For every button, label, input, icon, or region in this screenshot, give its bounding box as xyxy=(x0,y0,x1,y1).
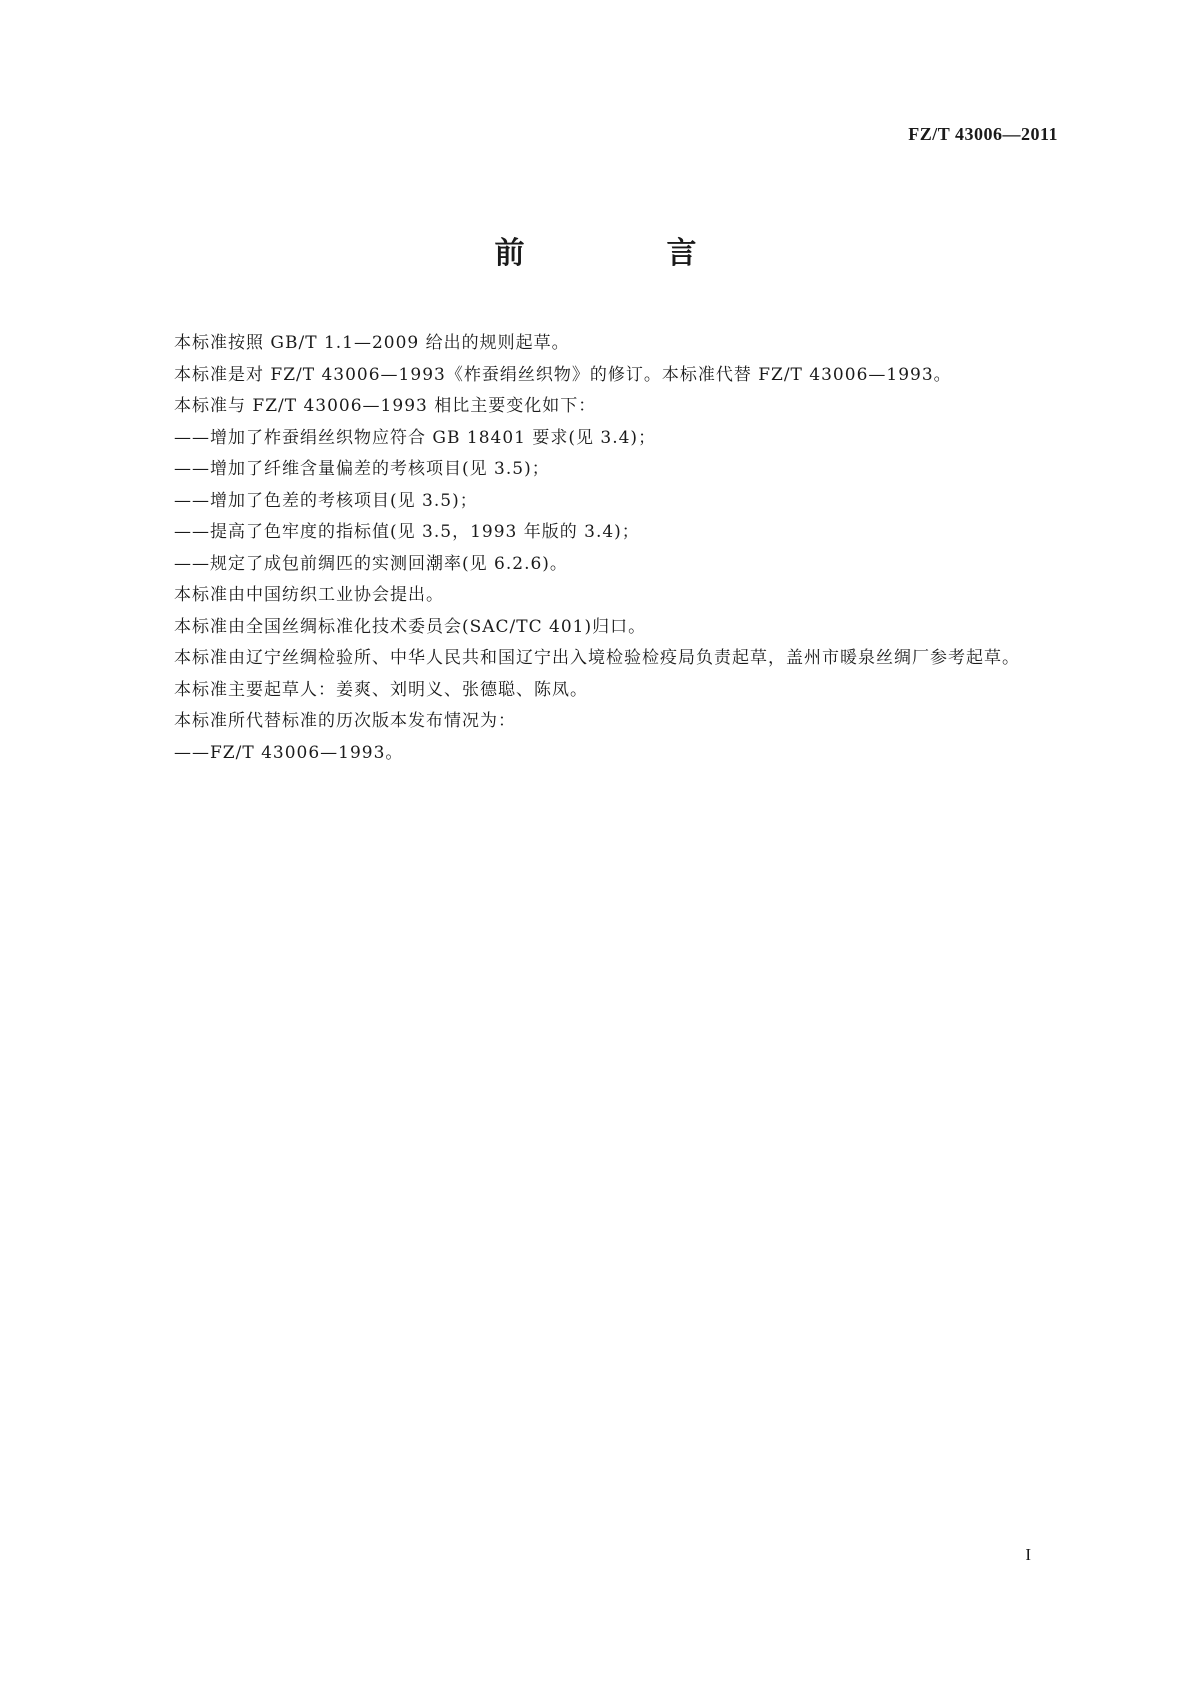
paragraph: 本标准所代替标准的历次版本发布情况为： xyxy=(174,711,516,731)
list-item: ——增加了纤维含量偏差的考核项目(见 3.5)； xyxy=(174,459,550,479)
foreword-body xyxy=(133,328,1058,769)
paragraph: 本标准是对 FZ/T 43006—1993《柞蚕绢丝织物》的修订。本标准代替 FZ/T 43006—1993。 xyxy=(174,364,952,385)
list-item: ——FZ/T 43006—1993。 xyxy=(174,742,404,763)
paragraph: 本标准由中国纺织工业协会提出。 xyxy=(174,585,444,605)
list-item: ——提高了色牢度的指标值(见 3.5，1993 年版的 3.4)； xyxy=(174,522,640,542)
list-item: ——规定了成包前绸匹的实测回潮率(见 6.2.6)。 xyxy=(174,553,568,574)
page-number: I xyxy=(1025,1545,1031,1564)
paragraph: 本标准与 FZ/T 43006—1993 相比主要变化如下： xyxy=(174,396,597,416)
paragraph: 本标准由全国丝绸标准化技术委员会(SAC/TC 401)归口。 xyxy=(174,616,647,637)
paragraph: 本标准由辽宁丝绸检验所、中华人民共和国辽宁出入境检验检疫局负责起草，盖州市暖泉丝绸厂参考起草。 xyxy=(174,648,1020,668)
paragraph: 本标准按照 GB/T 1.1—2009 给出的规则起草。 xyxy=(174,333,570,353)
page-title: 前 言 xyxy=(494,236,753,271)
list-item: ——增加了色差的考核项目(见 3.5)； xyxy=(174,490,478,511)
paragraph: 本标准主要起草人：姜爽、刘明义、张德聪、陈凤。 xyxy=(174,679,588,700)
standard-code: FZ/T 43006—2011 xyxy=(908,124,1058,144)
list-item: ——增加了柞蚕绢丝织物应符合 GB 18401 要求(见 3.4)； xyxy=(174,427,657,448)
